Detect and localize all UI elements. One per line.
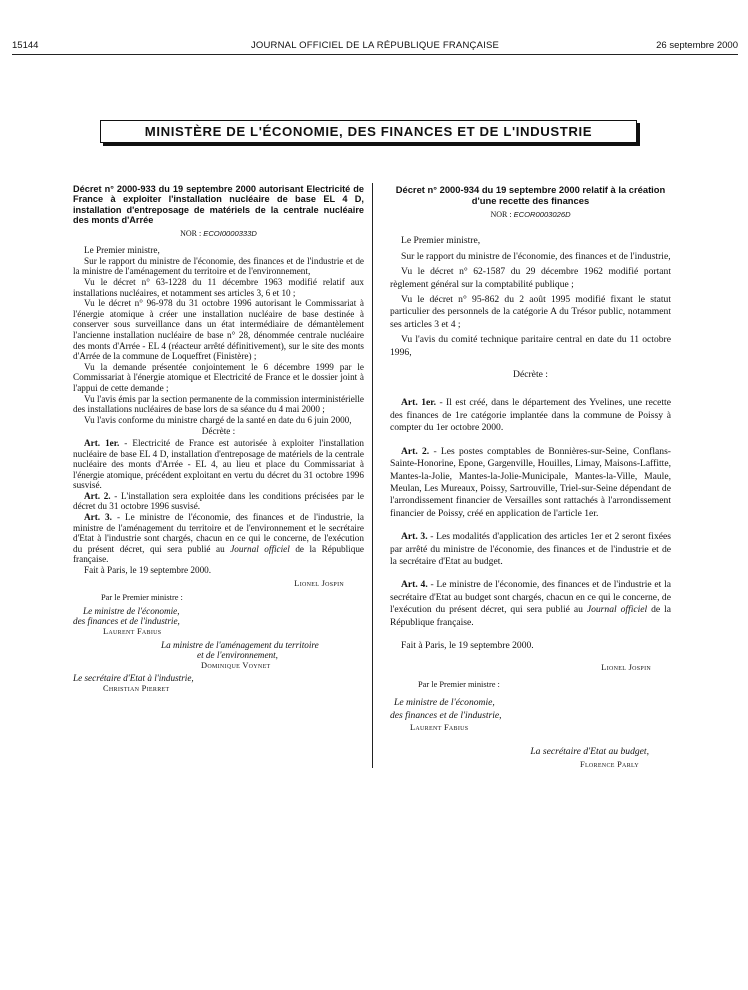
signatory-title: Le secrétaire d'Etat à l'industrie, [73, 673, 194, 684]
signatory-title: des finances et de l'industrie, [390, 709, 502, 721]
signatory-name: Laurent Fabius [410, 723, 469, 732]
page-number: 15144 [12, 40, 39, 51]
article-text: - Il est créé, dans le département des Yvelines, une recette des finances de 1re catégorie implantée dans la commune de Poissy à compter du 1er octobre 2000. [390, 397, 671, 434]
nor-label: NOR : [180, 228, 202, 238]
journal-name: Journal officiel [586, 604, 648, 616]
signatory-title: et de l'environnement, [197, 650, 278, 661]
article-label: Art. 3. [84, 512, 112, 523]
article-1 [390, 397, 671, 434]
signature-prime-minister: Lionel Jospin [601, 663, 651, 673]
article-text: - L'installation sera exploitée dans les conditions précisées par le décret du 31 octobre 1996 susvisé. [73, 490, 364, 512]
signatory-name: Christian Pierret [103, 683, 170, 693]
column-divider [372, 183, 373, 768]
by-prime-minister: Par le Premier ministre : [418, 679, 500, 689]
decrete-heading: Décrète : [513, 369, 548, 381]
article-3 [73, 512, 364, 565]
signatory-block [73, 606, 364, 638]
decree-left [73, 184, 364, 695]
journal-title: JOURNAL OFFICIEL DE LA RÉPUBLIQUE FRANÇAISE [250, 40, 500, 51]
article-text: - Le ministre de l'économie, des finances et de l'industrie et la secrétaire d'Etat au budget sont chargés, chacun en ce qui le concerne, de l'exécution du présent décret, qui sera publié au [390, 579, 671, 616]
paragraph: Vu le décret n° 63-1228 du 11 décembre 1963 modifié relatif aux installations nucléaires, et notamment ses articles 3, 6 et 10 ; [73, 277, 364, 298]
article-text: de la République française. [73, 543, 365, 565]
article-text: - Electricité de France est autorisée à exploiter l'installation nucléaire de base EL 4 D, installation d'entreposage de matériels de la centrale nucléaire des monts d'Arrée - EL 4, au lieu et place du Commissariat à l'énergie atomique, précédent exploitant en vertu du décret du 31 octobre 1996 susvisé. [73, 437, 365, 491]
decree-title: Décret n° 2000-934 du 19 septembre 2000 relatif à la création d'une recette des finances [395, 184, 666, 206]
signatory-block [390, 697, 671, 734]
signatory-name: Florence Parly [579, 759, 639, 769]
signatory-title: La ministre de l'aménagement du territoire [161, 639, 319, 650]
article-2 [390, 446, 671, 520]
article-text: - Le ministre de l'économie, des finances et de l'industrie, la ministre de l'aménagement du territoire et de l'environnement et le secrétaire d'Etat à l'industrie sont chargés, chacun en ce qui le concerne, de l'exécution du présent décret, qui sera publié au [73, 512, 364, 554]
article-label: Art. 1er. [401, 397, 437, 409]
signature-prime-minister: Lionel Jospin [294, 578, 344, 588]
article-3 [390, 531, 671, 568]
decree-right [390, 184, 671, 771]
signatory-block [73, 673, 364, 694]
article-label: Art. 2. [84, 490, 111, 501]
signatory-block [390, 746, 671, 771]
paragraph: Vu l'avis émis par la section permanente de la commission interministérielle des installations nucléaires de base lors de sa séance du 4 mai 2000 ; [73, 393, 364, 415]
nor-label: NOR : [490, 210, 512, 219]
article-text: - Les modalités d'application des articles 1er et 2 seront fixées par arrêté du ministre de l'économie, des finances et de l'industrie et de la secrétaire d'Etat au budget. [390, 531, 671, 567]
signatory-name: Laurent Fabius [103, 627, 162, 636]
paragraph: Sur le rapport du ministre de l'économie, des finances et de l'industrie et de la ministre de l'aménagement du territoire et de l'environnement, [73, 255, 364, 277]
paragraph: Vu l'avis du comité technique paritaire central en date du 11 octobre 1996, [390, 334, 671, 358]
paragraph: Vu la demande présentée conjointement le 6 décembre 1999 par le Commissariat à l'énergie atomique et Electricité de France et le dossier joint à l'appui de cette demande ; [73, 361, 364, 393]
article-1 [73, 438, 364, 491]
signatory-name: Dominique Voynet [201, 660, 271, 670]
page-header [12, 40, 738, 55]
ministry-heading: MINISTÈRE DE L'ÉCONOMIE, DES FINANCES ET DE L'INDUSTRIE [100, 120, 637, 143]
signatory-title: Le ministre de l'économie, [394, 697, 495, 709]
paragraph: Vu le décret n° 96-978 du 31 octobre 1996 autorisant le Commissariat à l'énergie atomique à créer une installation nucléaire de base destinée à conserver sous surveillance dans un état intermédiaire de démantèlement l'ancienne installation nucléaire de base n° 28, dénommée centrale nucléaire des monts d'Arrée - EL 4 (réacteur arrêté définitivement), sur le site des monts d'Arrée de la commune de Loqueffret (Finistère) ; [73, 298, 364, 362]
paragraph: Sur le rapport du ministre de l'économie, des finances et de l'industrie, [401, 250, 671, 262]
by-prime-minister: Par le Premier ministre : [101, 593, 183, 603]
decrete-heading: Décrète : [201, 426, 236, 437]
nor-reference [73, 229, 364, 240]
issue-date: 26 septembre 2000 [656, 40, 738, 51]
paragraph: Le Premier ministre, [84, 245, 160, 256]
article-text: - Les postes comptables de Bonnières-sur-Seine, Conflans-Sainte-Honorine, Epone, Gargenville, Houilles, Limay, Maisons-Laffitte, Mantes-la-Jolie, Mantes-la-Jolie-Municipale, Mantes-la-Ville, Maule, Meulan, Les Mureaux, Poissy, Sartrouville, Triel-sur-Seine dépendant de l'arrondissement financier de Versailles sont rattachés à l'arrondissement financier de Poissy, créé en application de l'article 1er. [390, 445, 671, 519]
paragraph: Vu le décret n° 62-1587 du 29 décembre 1962 modifié portant règlement général sur la comptabilité publique ; [390, 266, 671, 290]
decree-title: Décret n° 2000-933 du 19 septembre 2000 autorisant Electricité de France à exploiter l'installation nucléaire de base EL 4 D, installation d'entreposage de matériels de la centrale nucléaire des monts d'Arrée [73, 184, 364, 226]
signatory-block [161, 640, 364, 672]
signatory-title: Le ministre de l'économie, [83, 605, 180, 616]
article-label: Art. 2. [401, 445, 430, 457]
paragraph: Vu le décret n° 95-862 du 2 août 1995 modifié fixant le statut particulier des personnels de la catégorie A du Trésor public, notamment ses articles 3 et 4 ; [390, 294, 671, 330]
signatory-title: des finances et de l'industrie, [73, 616, 180, 627]
nor-reference [390, 209, 671, 221]
article-label: Art. 3. [401, 531, 428, 543]
place-date: Fait à Paris, le 19 septembre 2000. [84, 565, 212, 576]
paragraph: Le Premier ministre, [401, 235, 481, 247]
signatory-title: La secrétaire d'Etat au budget, [530, 746, 649, 758]
article-text: de la République française. [390, 604, 671, 628]
article-label: Art. 4. [401, 579, 428, 591]
article-2 [73, 491, 364, 512]
nor-code: ECOI0000333D [203, 228, 257, 238]
place-date: Fait à Paris, le 19 septembre 2000. [401, 639, 534, 651]
article-label: Art. 1er. [84, 437, 120, 448]
journal-name: Journal officiel [230, 543, 290, 554]
article-4 [390, 579, 671, 629]
paragraph: Vu l'avis conforme du ministre chargé de la santé en date du 6 juin 2000, [84, 414, 352, 425]
nor-code: ECOR0003026D [513, 210, 571, 219]
